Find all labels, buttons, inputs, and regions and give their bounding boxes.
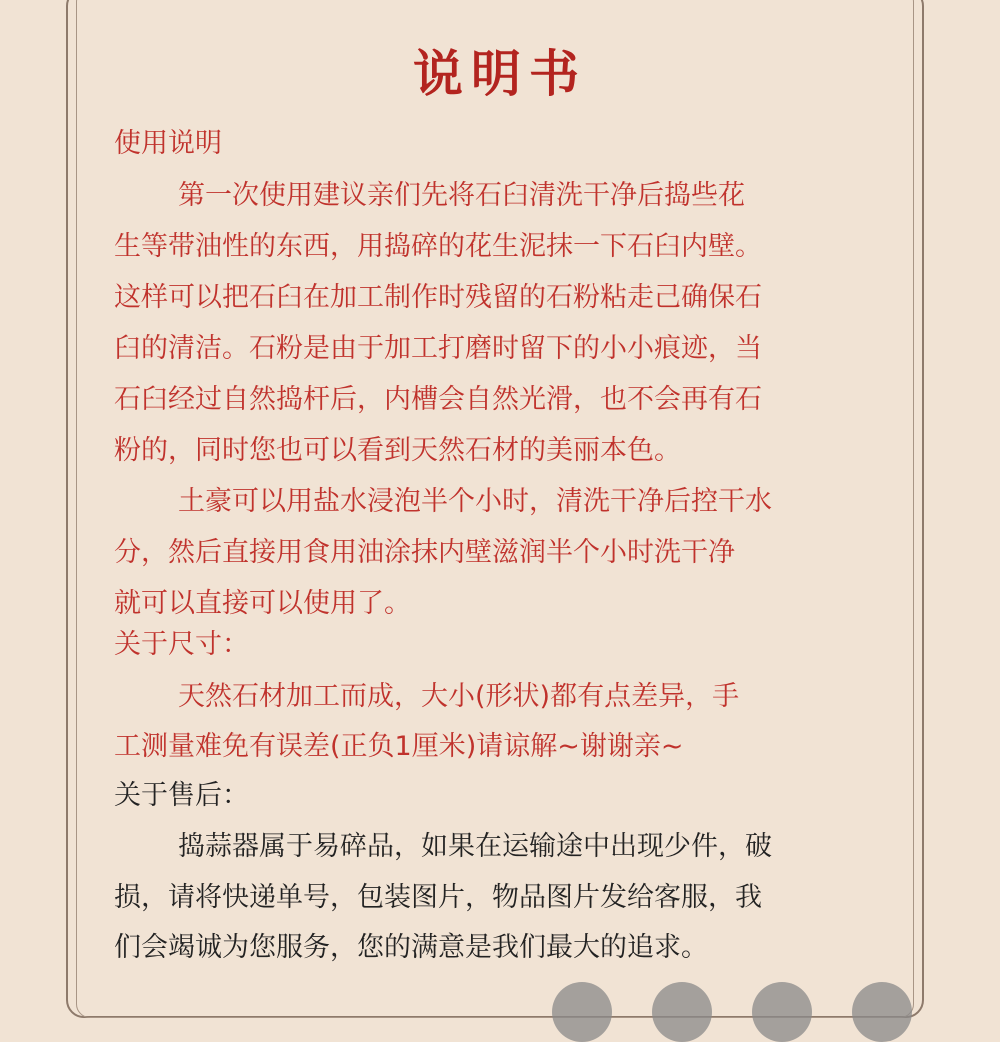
paragraph-line: 损，请将快递单号，包装图片，物品图片发给客服，我 [114,882,762,913]
carousel-dot[interactable] [852,982,912,1042]
paragraph-line: 生等带油性的东西，用捣碎的花生泥抹一下石臼内壁。 [114,231,762,262]
document-title: 说明书 [413,45,587,103]
paragraph-line: 石臼经过自然捣杆后，内槽会自然光滑，也不会再有石 [114,384,762,415]
paragraph-line: 工测量难免有误差(正负1厘米)请谅解~谢谢亲~ [114,731,684,762]
section-heading-size: 关于尺寸： [114,629,249,660]
paragraph-line: 这样可以把石臼在加工制作时残留的石粉粘走己确保石 [114,282,762,313]
section-heading-usage: 使用说明 [114,128,222,159]
paragraph-line: 天然石材加工而成，大小(形状)都有点差异，手 [178,681,740,712]
paragraph-line: 们会竭诚为您服务，您的满意是我们最大的追求。 [114,932,708,963]
carousel-dot[interactable] [652,982,712,1042]
paragraph-line: 粉的，同时您也可以看到天然石材的美丽本色。 [114,435,681,466]
paragraph-line: 土豪可以用盐水浸泡半个小时，清洗干净后控干水 [178,486,772,517]
paragraph-line: 第一次使用建议亲们先将石臼清洗干净后捣些花 [178,180,745,211]
carousel-dot[interactable] [752,982,812,1042]
paragraph-line: 臼的清洁。石粉是由于加工打磨时留下的小小痕迹，当 [114,333,762,364]
paragraph-line: 捣蒜器属于易碎品，如果在运输途中出现少件，破 [178,831,772,862]
paragraph-line: 分，然后直接用食用油涂抹内壁滋润半个小时洗干净 [114,537,735,568]
section-heading-after-sales: 关于售后： [114,780,249,811]
paragraph-line: 就可以直接可以使用了。 [114,588,411,619]
carousel-dot[interactable] [552,982,612,1042]
